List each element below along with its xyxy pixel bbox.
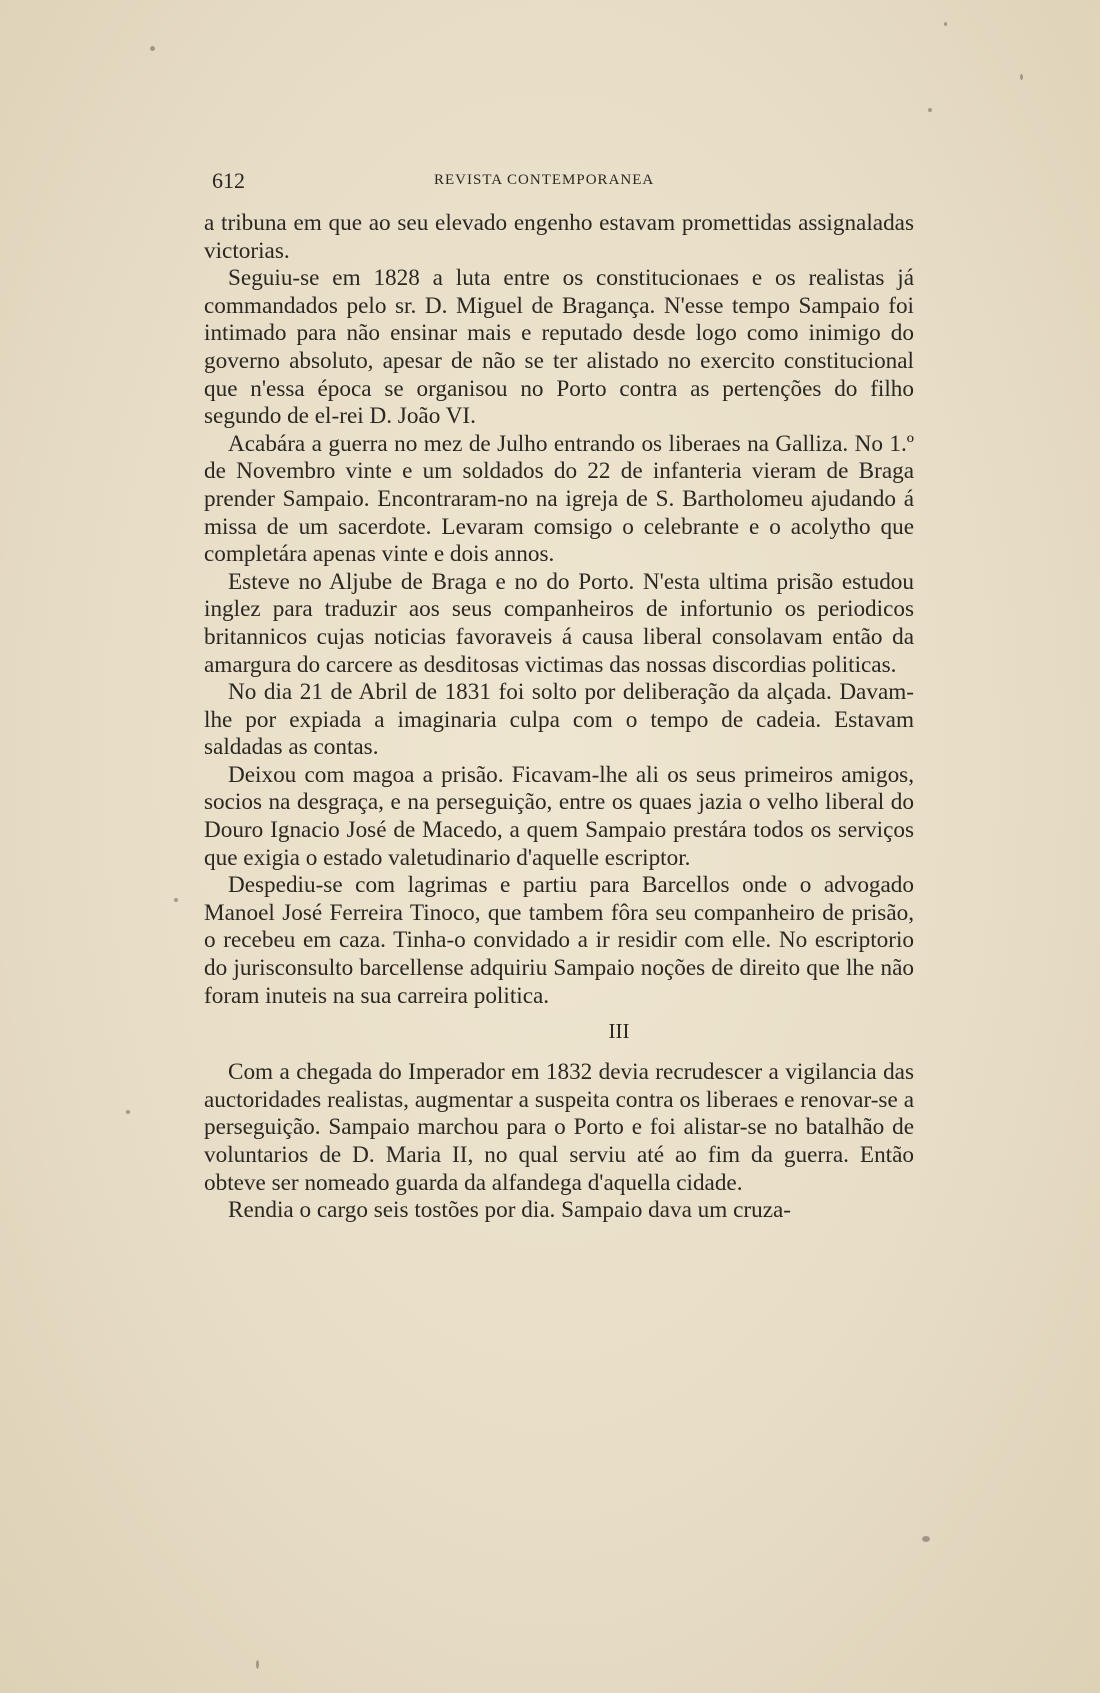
paragraph: Esteve no Aljube de Braga e no do Porto. N'esta ultima prisão estudou inglez para traduzir aos seus companheiros de infortunio os periodicos britannicos cujas noticias favoraveis á causa liberal consolavam então da amargura do carcere as desditosas victimas das nossas discordias politicas. — [204, 568, 914, 678]
paper-speck — [922, 1536, 930, 1542]
page-number: 612 — [212, 168, 245, 193]
paper-speck — [944, 22, 947, 26]
paragraph: Seguiu-se em 1828 a luta entre os constitucionaes e os realistas já commandados pelo sr. D. Miguel de Bragança. N'esse tempo Sampaio foi intimado para não ensinar mais e reputado desde logo como inimigo do governo absoluto, apesar de não se ter alistado no exercito constitucional que n'essa época se organisou no Porto contra as pertenções do filho segundo de el-rei D. João VI. — [204, 265, 914, 430]
paper-speck — [126, 1110, 130, 1114]
paragraph: Deixou com magoa a prisão. Ficavam-lhe ali os seus primeiros amigos, socios na desgraça, e na perseguição, entre os quaes jazia o velho liberal do Douro Ignacio José de Macedo, a quem Sampaio prestára todos os serviços que exigia o estado valetudinario d'aquelle escriptor. — [204, 761, 914, 871]
paragraph: a tribuna em que ao seu elevado engenho estavam promettidas assignaladas victorias. — [204, 210, 914, 264]
paper-speck — [928, 108, 932, 112]
running-head — [202, 168, 914, 192]
paper-speck — [150, 46, 155, 51]
paper-speck — [174, 898, 178, 902]
body-text — [204, 210, 914, 1225]
paragraph: No dia 21 de Abril de 1831 foi solto por deliberação da alçada. Davam-lhe por expiada a imaginaria culpa com o tempo de cadeia. Estavam saldadas as contas. — [204, 679, 914, 761]
section-heading: III — [608, 1019, 630, 1044]
paragraph: Com a chegada do Imperador em 1832 devia recrudescer a vigilancia das auctoridades realistas, augmentar a suspeita contra os liberaes e renovar-se a perseguição. Sampaio marchou para o Porto e foi alistar-se no batalhão de voluntarios de D. Maria II, no qual serviu até ao fim da guerra. Então obteve ser nomeado guarda da alfandega d'aquella cidade. — [204, 1059, 914, 1196]
paragraph: Acabára a guerra no mez de Julho entrando os liberaes na Galliza. No 1.º de Novembro vinte e um soldados do 22 de infanteria vieram de Braga prender Sampaio. Encontraram-no na igreja de S. Bartholomeu ajudando á missa de um sacerdote. Levaram comsigo o celebrante e o acolytho que completára apenas vinte e dois annos. — [204, 430, 914, 568]
paragraph: Rendia o cargo seis tostões por dia. Sampaio dava um cruza- — [228, 1197, 791, 1224]
journal-title: REVISTA CONTEMPORANEA — [434, 172, 655, 188]
paragraph: Despediu-se com lagrimas e partiu para Barcellos onde o advogado Manoel José Ferreira Tinoco, que tambem fôra seu companheiro de prisão, o recebeu em caza. Tinha-o convidado a ir residir com elle. No escriptorio do jurisconsulto barcellense adquiriu Sampaio noções de direito que lhe não foram inuteis na sua carreira politica. — [204, 872, 914, 1009]
paper-speck — [256, 1660, 259, 1669]
paper-speck — [1020, 74, 1023, 80]
